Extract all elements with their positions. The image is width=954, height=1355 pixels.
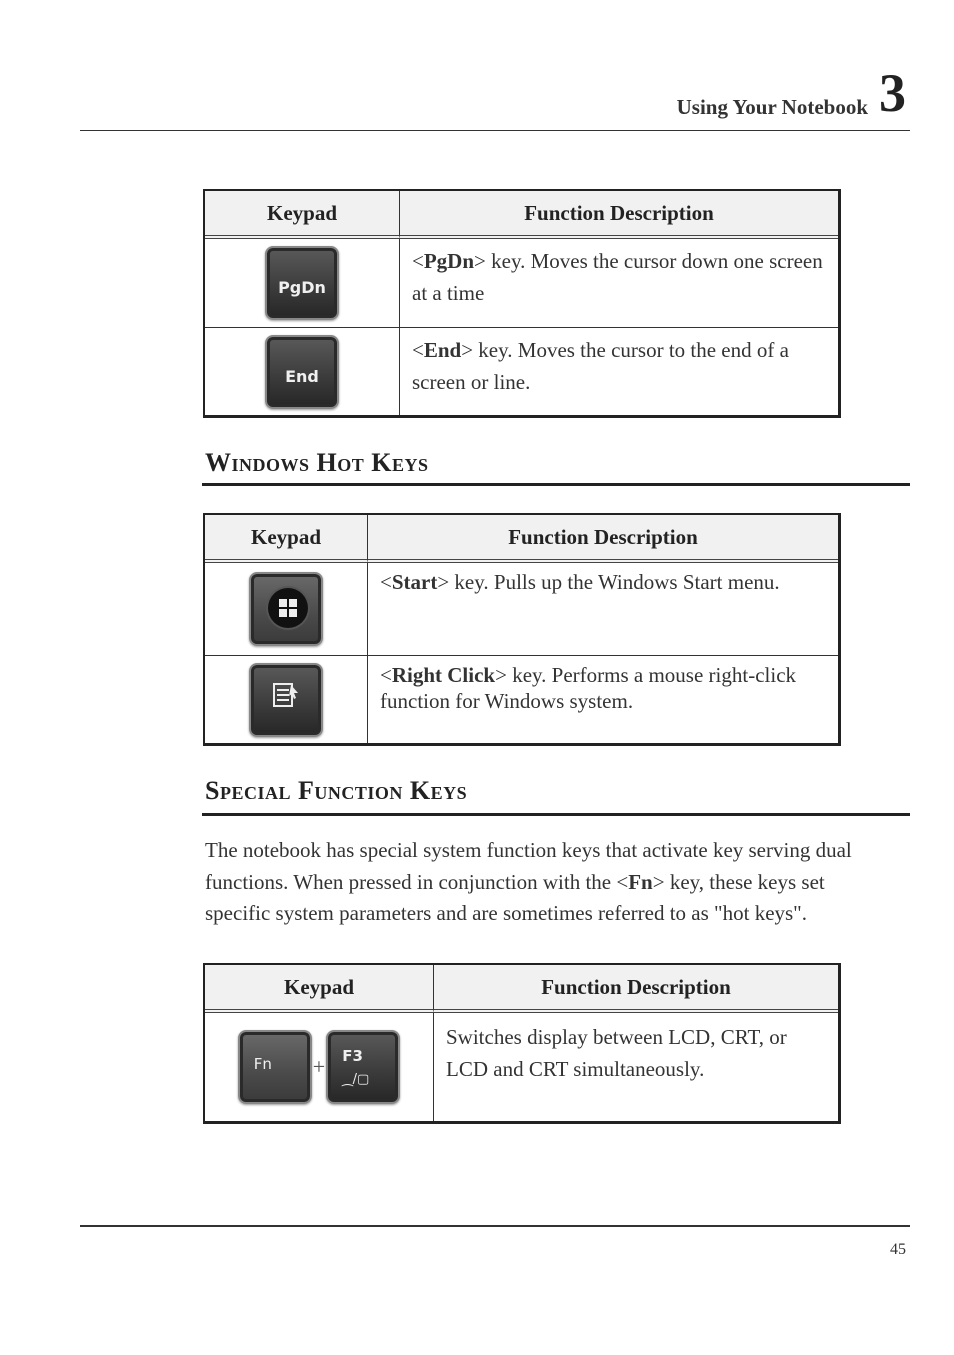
navigation-keys-table	[203, 189, 841, 418]
running-header-title: Using Your Notebook	[676, 95, 868, 119]
f3-key-icon: F3 ⁔/▢	[326, 1030, 400, 1104]
column-header-function: Function Description	[399, 191, 838, 239]
header-rule	[80, 130, 910, 131]
column-header-function: Function Description	[367, 515, 838, 563]
function-cell: Switches display between LCD, CRT, or LCD and CRT simultaneously.	[433, 1013, 838, 1121]
column-header-function: Function Description	[433, 965, 838, 1013]
keypad-cell	[205, 239, 399, 327]
windows-key-icon	[249, 572, 323, 646]
function-cell: <End> key. Moves the cursor to the end of a screen or line.	[399, 327, 838, 415]
keypad-cell	[205, 655, 367, 743]
column-header-keypad: Keypad	[205, 515, 367, 563]
function-cell: <PgDn> key. Moves the cursor down one screen at a time	[399, 239, 838, 327]
key-name: PgDn	[423, 249, 475, 273]
chapter-number: 3	[879, 63, 906, 123]
menu-key-icon	[249, 663, 323, 737]
body-paragraph: The notebook has special system function keys that activate key serving dual functions. When pressed in conjunction with the <Fn> key, these keys set specific system parameters and are sometimes referred to as "hot keys".	[205, 838, 852, 925]
keypad-cell	[205, 1013, 433, 1121]
plus-sign: +	[312, 1054, 326, 1079]
windows-hot-keys-table	[203, 513, 841, 746]
footer-rule	[80, 1225, 910, 1227]
windows-logo-icon	[268, 588, 308, 628]
key-name: End	[423, 338, 462, 362]
display-switch-icon: ⁔/▢	[342, 1072, 370, 1087]
keypad-cell	[205, 327, 399, 415]
pgdn-key-icon: PgDn	[265, 246, 339, 320]
section-rule	[202, 483, 910, 486]
fn-key-icon: Fn	[238, 1030, 312, 1104]
table-row	[205, 239, 838, 327]
column-header-keypad: Keypad	[205, 965, 433, 1013]
end-key-icon: End	[265, 335, 339, 409]
special-function-keys-table	[203, 963, 841, 1124]
table-row	[205, 655, 838, 743]
table-row	[205, 563, 838, 655]
section-title-windows-hot-keys: Windows Hot Keys	[205, 448, 429, 477]
column-header-keypad: Keypad	[205, 191, 399, 239]
table-row	[205, 327, 838, 415]
key-name: Fn	[628, 869, 653, 894]
page-number: 45	[890, 1241, 906, 1258]
section-title-special-function-keys: Special Function Keys	[205, 776, 468, 805]
context-menu-icon	[271, 681, 301, 711]
table-row	[205, 1013, 838, 1121]
section-rule	[202, 813, 910, 816]
keypad-cell	[205, 563, 367, 655]
function-cell: <Start> key. Pulls up the Windows Start menu.	[367, 563, 838, 655]
key-name: Right Click	[391, 663, 496, 687]
function-cell: <Right Click> key. Performs a mouse right-click function for Windows system.	[367, 655, 838, 743]
key-name: Start	[391, 570, 438, 594]
